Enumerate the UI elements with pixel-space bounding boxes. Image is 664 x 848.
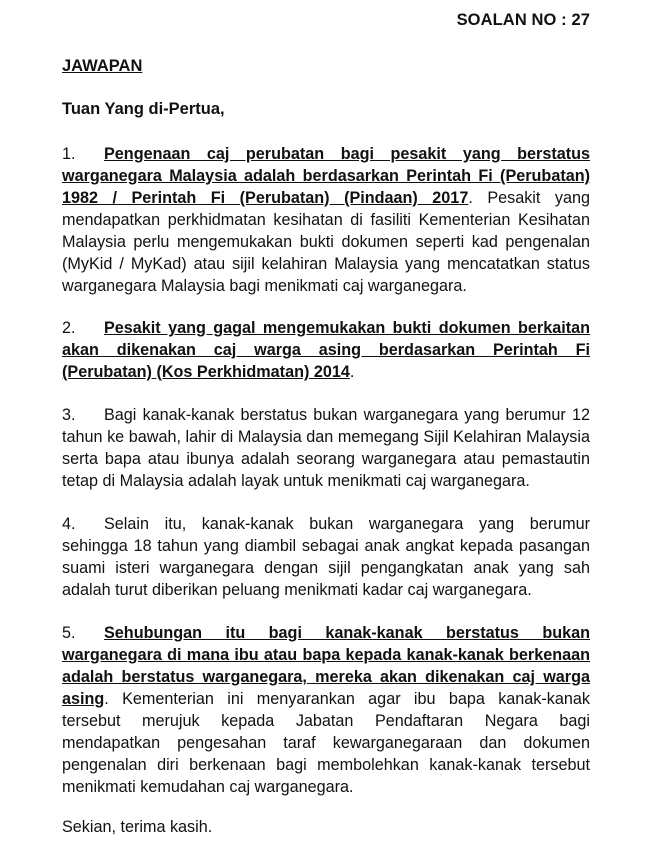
- paragraph-text: .: [349, 363, 355, 381]
- question-number: SOALAN NO : 27: [456, 11, 590, 29]
- paragraph-number: 2.: [62, 319, 76, 337]
- paragraph-number: 1.: [62, 145, 76, 163]
- paragraph-emphasis: Pengenaan caj perubatan bagi pesakit yang berstatus warganegara Malaysia adalah berdasarkan Perintah Fi (Perubatan) 1982 / Perintah Fi (Perubatan) (Pindaan) 2017: [62, 145, 590, 207]
- paragraph-2: [62, 317, 590, 383]
- paragraph-number: 4.: [62, 515, 76, 533]
- paragraph-3: [62, 404, 590, 492]
- closing-line: Sekian, terima kasih.: [62, 818, 213, 836]
- paragraph-1: [62, 143, 590, 297]
- paragraph-emphasis: Pesakit yang gagal mengemukakan bukti dokumen berkaitan akan dikenakan caj warga asing berdasarkan Perintah Fi (Perubatan) (Kos Perkhidmatan) 2014: [62, 319, 590, 381]
- paragraph-5: [62, 622, 590, 798]
- paragraph-text: Selain itu, kanak-kanak bukan warganegara yang berumur sehingga 18 tahun yang diambil sebagai anak angkat kepada pasangan suami isteri warganegara dengan sijil pengangkatan anak yang sah adalah turut diberikan peluang menikmati kadar caj warganegara.: [62, 515, 590, 599]
- paragraph-text: Bagi kanak-kanak berstatus bukan warganegara yang berumur 12 tahun ke bawah, lahir di Malaysia dan memegang Sijil Kelahiran Malaysia serta bapa atau ibunya adalah seorang warganegara atau pemastautin tetap di Malaysia adalah layak untuk menikmati caj warganegara.: [62, 406, 590, 490]
- paragraph-emphasis: Sehubungan itu bagi kanak-kanak berstatus bukan warganegara di mana ibu atau bapa kepada kanak-kanak berkenaan adalah berstatus warganegara, mereka akan dikenakan caj warga asing: [62, 624, 590, 708]
- paragraph-number: 5.: [62, 624, 76, 642]
- paragraph-text: . Pesakit yang mendapatkan perkhidmatan kesihatan di fasiliti Kementerian Kesihatan Malaysia perlu mengemukakan bukti dokumen seperti kad pengenalan (MyKid / MyKad) atau sijil kelahiran Malaysia yang mencatatkan status warganegara Malaysia bagi menikmati caj warganegara.: [62, 189, 590, 295]
- paragraph-4: [62, 513, 590, 601]
- salutation: Tuan Yang di-Pertua,: [62, 100, 225, 118]
- answer-heading: JAWAPAN: [62, 57, 143, 75]
- paragraph-text: . Kementerian ini menyarankan agar ibu bapa kanak-kanak tersebut merujuk kepada Jabatan Pendaftaran Negara bagi mendapatkan pengesahan taraf kewarganegaraan dan dokumen pengenalan diri berkenaan bagi membolehkan kanak-kanak tersebut menikmati kemudahan caj warganegara.: [62, 690, 590, 796]
- paragraph-number: 3.: [62, 406, 76, 424]
